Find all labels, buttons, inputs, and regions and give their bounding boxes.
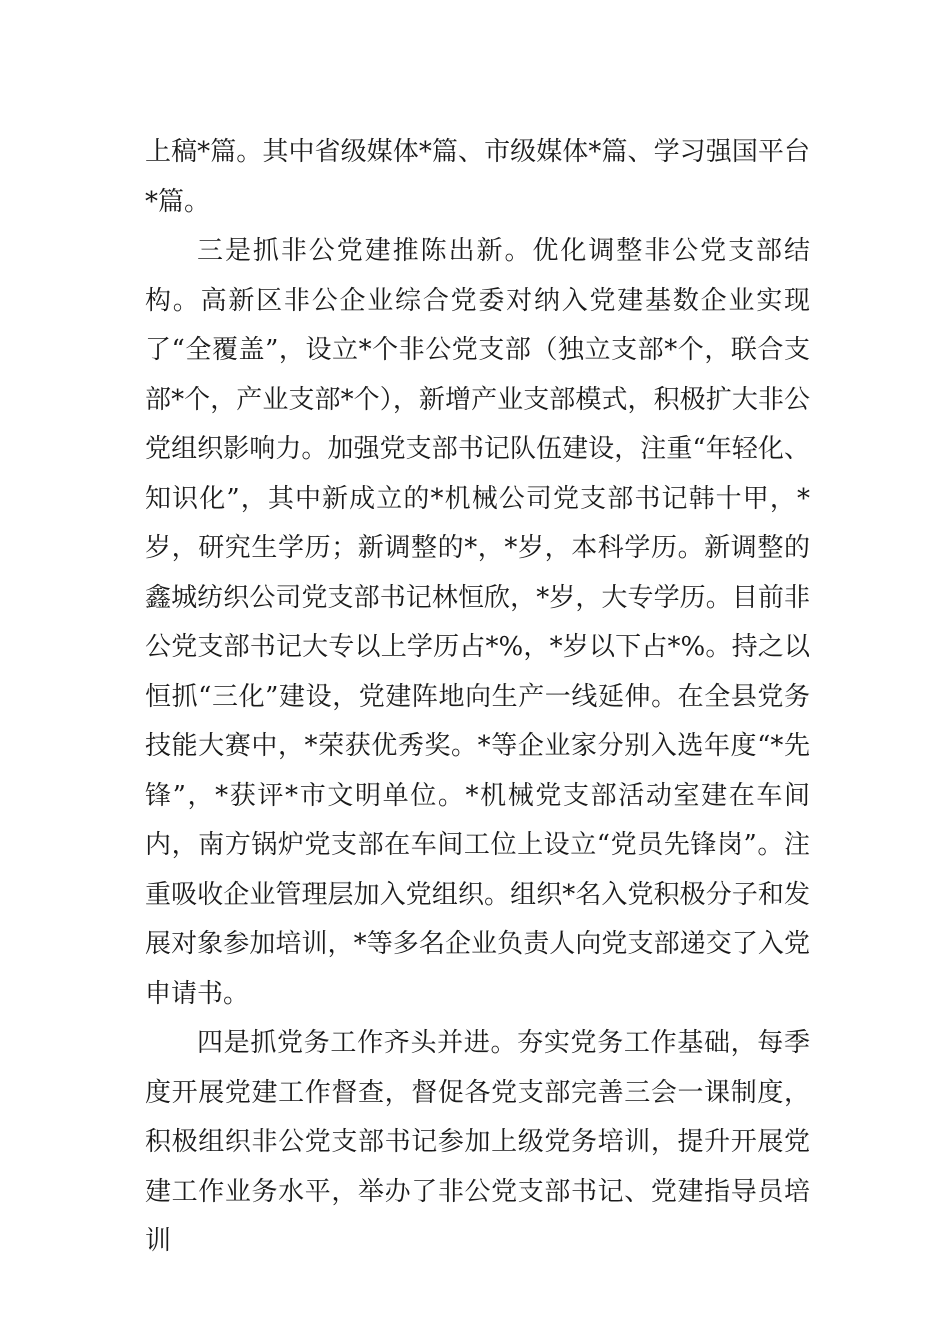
document-body bbox=[145, 128, 810, 1267]
paragraph-continuation: 上稿*篇。其中省级媒体*篇、市级媒体*篇、学习强国平台*篇。 bbox=[145, 137, 810, 217]
paragraph-non-public-party-building: 三是抓非公党建推陈出新。优化调整非公党支部结构。高新区非公企业综合党委对纳入党建基数企业实现了“全覆盖”，设立*个非公党支部（独立支部*个，联合支部*个，产业支部*个），新增产业支部模式，积极扩大非公党组织影响力。加强党支部书记队伍建设，注重“年轻化、知识化”，其中新成立的*机械公司党支部书记韩十甲，*岁，研究生学历；新调整的*，*岁，本科学历。新调整的鑫城纺织公司党支部书记林恒欣，*岁，大专学历。目前非公党支部书记大专以上学历占*%，*岁以下占*%。持之以恒抓“三化”建设，党建阵地向生产一线延伸。在全县党务技能大赛中，*荣获优秀奖。*等企业家分别入选年度“*先锋”，*获评*市文明单位。*机械党支部活动室建在车间内，南方锅炉党支部在车间工位上设立“党员先锋岗”。注重吸收企业管理层加入党组织。组织*名入党积极分子和发展对象参加培训，*等多名企业负责人向党支部递交了入党申请书。 bbox=[145, 236, 810, 1009]
paragraph-party-affairs-work: 四是抓党务工作齐头并进。夯实党务工作基础，每季度开展党建工作督查，督促各党支部完善三会一课制度，积极组织非公党支部书记参加上级党务培训，提升开展党建工作业务水平，举办了非公党支部书记、党建指导员培训 bbox=[145, 1028, 810, 1256]
